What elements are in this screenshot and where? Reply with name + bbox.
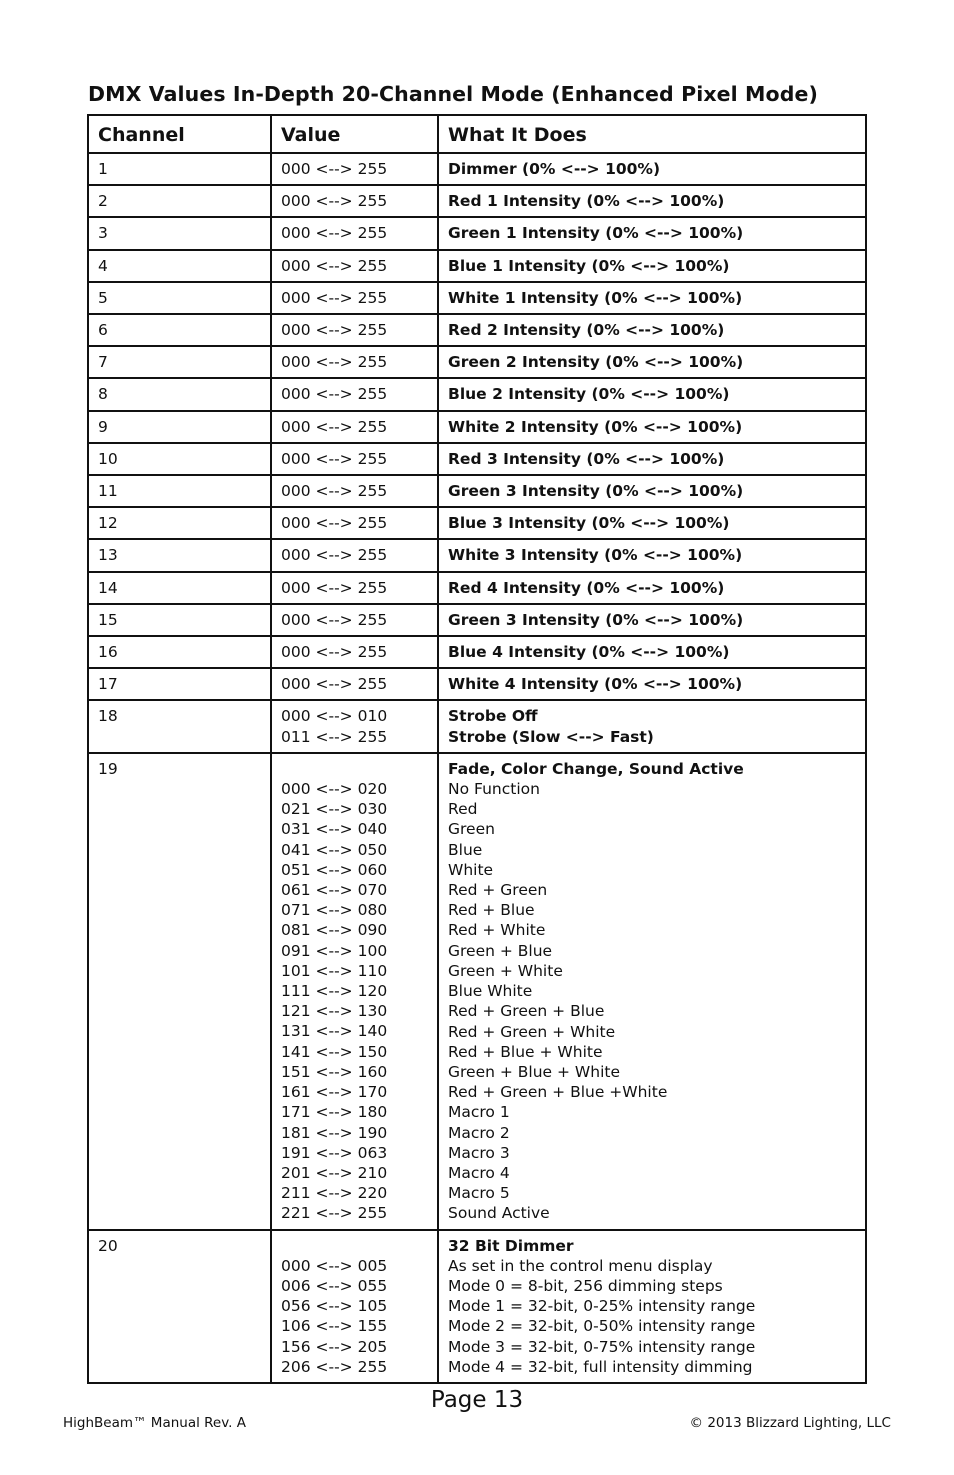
value-cell: 000 <--> 255: [271, 185, 438, 217]
table-row: [88, 282, 866, 314]
function-cell: Green 3 Intensity (0% <--> 100%): [438, 475, 866, 507]
header-what-it-does: What It Does: [438, 115, 866, 153]
function-cell: Red 1 Intensity (0% <--> 100%): [438, 185, 866, 217]
value-cell: [271, 1230, 438, 1383]
value-range: 201 <--> 210: [281, 1163, 388, 1182]
value-range: 041 <--> 050: [281, 840, 388, 859]
table-row: [88, 443, 866, 475]
table-row: [88, 411, 866, 443]
value-cell: 000 <--> 255: [271, 282, 438, 314]
value-range: 011 <--> 255: [281, 727, 388, 746]
value-cell: 000 <--> 255: [271, 572, 438, 604]
table-row: [88, 539, 866, 571]
header-channel: Channel: [88, 115, 271, 153]
function-text: Red + Green + Blue: [448, 1002, 605, 1021]
value-range: 156 <--> 205: [281, 1337, 388, 1356]
value-cell: 000 <--> 255: [271, 378, 438, 410]
value-cell: 000 <--> 255: [271, 314, 438, 346]
value-range: 021 <--> 030: [281, 800, 388, 819]
function-title: Fade, Color Change, Sound Active: [448, 759, 744, 778]
channel-cell: 1: [88, 153, 271, 185]
function-text: Macro 1: [448, 1103, 510, 1122]
table-row: [88, 378, 866, 410]
function-cell: [438, 753, 866, 1230]
channel-cell: 10: [88, 443, 271, 475]
value-cell: [271, 753, 438, 1230]
value-cell: 000 <--> 255: [271, 507, 438, 539]
function-text: Red + Green + Blue +White: [448, 1083, 668, 1102]
function-text: Mode 1 = 32-bit, 0-25% intensity range: [448, 1297, 756, 1316]
function-text: Red: [448, 800, 478, 819]
channel-cell: 15: [88, 604, 271, 636]
channel-cell: 20: [88, 1230, 271, 1383]
value-range: 161 <--> 170: [281, 1083, 388, 1102]
channel-cell: 19: [88, 753, 271, 1230]
function-cell: Blue 4 Intensity (0% <--> 100%): [438, 636, 866, 668]
function-text: Strobe Off: [448, 707, 538, 726]
footer-manual-title: HighBeam™ Manual Rev. A: [63, 1415, 246, 1431]
table-row-channel-19: [88, 753, 866, 1230]
table-row: [88, 346, 866, 378]
value-range: 101 <--> 110: [281, 961, 388, 980]
value-cell: 000 <--> 255: [271, 153, 438, 185]
value-range: 000 <--> 020: [281, 780, 388, 799]
function-text: Mode 4 = 32-bit, full intensity dimming: [448, 1357, 753, 1376]
table-row: [88, 185, 866, 217]
value-range: 106 <--> 155: [281, 1317, 388, 1336]
function-text: Red + Green: [448, 881, 548, 900]
header-value: Value: [271, 115, 438, 153]
table-row-channel-18: [88, 700, 866, 752]
function-cell: Blue 2 Intensity (0% <--> 100%): [438, 378, 866, 410]
table-row: [88, 314, 866, 346]
value-range: 031 <--> 040: [281, 820, 388, 839]
function-text: Red + Green + White: [448, 1022, 616, 1041]
function-text: Green + Blue: [448, 941, 553, 960]
function-text: Blue White: [448, 982, 533, 1001]
function-text: Green + White: [448, 961, 563, 980]
channel-cell: 4: [88, 250, 271, 282]
value-range: 221 <--> 255: [281, 1204, 388, 1223]
value-cell: 000 <--> 255: [271, 636, 438, 668]
function-text: Green + Blue + White: [448, 1062, 620, 1081]
value-range: 111 <--> 120: [281, 982, 388, 1001]
value-range: 006 <--> 055: [281, 1276, 388, 1295]
function-cell: White 3 Intensity (0% <--> 100%): [438, 539, 866, 571]
value-cell: 000 <--> 255: [271, 443, 438, 475]
channel-cell: 11: [88, 475, 271, 507]
function-text: Macro 2: [448, 1123, 510, 1142]
function-cell: Red 2 Intensity (0% <--> 100%): [438, 314, 866, 346]
function-text: Mode 2 = 32-bit, 0-50% intensity range: [448, 1317, 756, 1336]
value-range: 056 <--> 105: [281, 1297, 388, 1316]
function-cell: White 2 Intensity (0% <--> 100%): [438, 411, 866, 443]
function-cell: Blue 3 Intensity (0% <--> 100%): [438, 507, 866, 539]
channel-cell: 16: [88, 636, 271, 668]
table-header-row: [88, 115, 866, 153]
channel-cell: 3: [88, 217, 271, 249]
value-cell: 000 <--> 255: [271, 411, 438, 443]
function-text: Macro 3: [448, 1143, 510, 1162]
channel-cell: 9: [88, 411, 271, 443]
channel-cell: 5: [88, 282, 271, 314]
function-cell: White 1 Intensity (0% <--> 100%): [438, 282, 866, 314]
value-range: 206 <--> 255: [281, 1357, 388, 1376]
channel-cell: 6: [88, 314, 271, 346]
channel-cell: 12: [88, 507, 271, 539]
value-range: 191 <--> 063: [281, 1143, 388, 1162]
channel-cell: 18: [88, 700, 271, 752]
channel-cell: 13: [88, 539, 271, 571]
function-text: Strobe (Slow <--> Fast): [448, 727, 654, 746]
function-text: White: [448, 860, 494, 879]
function-cell: Red 4 Intensity (0% <--> 100%): [438, 572, 866, 604]
function-text: Red + Blue + White: [448, 1042, 603, 1061]
value-cell: 000 <--> 255: [271, 217, 438, 249]
function-title: 32 Bit Dimmer: [448, 1236, 574, 1255]
value-range: 121 <--> 130: [281, 1002, 388, 1021]
function-text: Green: [448, 820, 495, 839]
channel-cell: 14: [88, 572, 271, 604]
value-range: 141 <--> 150: [281, 1042, 388, 1061]
table-row: [88, 636, 866, 668]
function-cell: Blue 1 Intensity (0% <--> 100%): [438, 250, 866, 282]
table-row: [88, 217, 866, 249]
function-text: No Function: [448, 780, 540, 799]
function-cell: Red 3 Intensity (0% <--> 100%): [438, 443, 866, 475]
dmx-values-table: [87, 114, 867, 1384]
function-cell: Green 1 Intensity (0% <--> 100%): [438, 217, 866, 249]
value-range: 051 <--> 060: [281, 860, 388, 879]
table-row-channel-20: [88, 1230, 866, 1383]
function-text: Macro 5: [448, 1184, 510, 1203]
value-range: 211 <--> 220: [281, 1184, 388, 1203]
value-range: 061 <--> 070: [281, 881, 388, 900]
value-range: 151 <--> 160: [281, 1062, 388, 1081]
value-cell: 000 <--> 255: [271, 346, 438, 378]
channel-cell: 17: [88, 668, 271, 700]
table-heading: DMX Values In-Depth 20-Channel Mode (Enhanced Pixel Mode): [88, 82, 818, 106]
value-range: 071 <--> 080: [281, 901, 388, 920]
function-text: As set in the control menu display: [448, 1256, 713, 1275]
table-row: [88, 604, 866, 636]
table-row: [88, 668, 866, 700]
value-range: 000 <--> 010: [281, 707, 388, 726]
value-cell: 000 <--> 255: [271, 668, 438, 700]
function-cell: White 4 Intensity (0% <--> 100%): [438, 668, 866, 700]
value-range: 091 <--> 100: [281, 941, 388, 960]
value-cell: 000 <--> 255: [271, 475, 438, 507]
value-range: 081 <--> 090: [281, 921, 388, 940]
table-row: [88, 250, 866, 282]
footer-copyright: © 2013 Blizzard Lighting, LLC: [689, 1415, 891, 1431]
function-text: Red + White: [448, 921, 546, 940]
value-cell: 000 <--> 255: [271, 539, 438, 571]
value-range: 181 <--> 190: [281, 1123, 388, 1142]
channel-cell: 7: [88, 346, 271, 378]
function-text: Macro 4: [448, 1163, 510, 1182]
function-text: Mode 3 = 32-bit, 0-75% intensity range: [448, 1337, 756, 1356]
function-cell: [438, 700, 866, 752]
function-text: Red + Blue: [448, 901, 535, 920]
table-row: [88, 572, 866, 604]
table-row: [88, 475, 866, 507]
value-range: 171 <--> 180: [281, 1103, 388, 1122]
value-range: 131 <--> 140: [281, 1022, 388, 1041]
value-cell: 000 <--> 255: [271, 250, 438, 282]
function-cell: [438, 1230, 866, 1383]
table-row: [88, 153, 866, 185]
value-cell: [271, 700, 438, 752]
channel-cell: 2: [88, 185, 271, 217]
function-cell: Dimmer (0% <--> 100%): [438, 153, 866, 185]
value-range: 000 <--> 005: [281, 1256, 388, 1275]
function-text: Sound Active: [448, 1204, 550, 1223]
page-number: Page 13: [430, 1387, 524, 1413]
function-text: Mode 0 = 8-bit, 256 dimming steps: [448, 1276, 723, 1295]
value-cell: 000 <--> 255: [271, 604, 438, 636]
table-row: [88, 507, 866, 539]
function-cell: Green 3 Intensity (0% <--> 100%): [438, 604, 866, 636]
channel-cell: 8: [88, 378, 271, 410]
function-cell: Green 2 Intensity (0% <--> 100%): [438, 346, 866, 378]
function-text: Blue: [448, 840, 483, 859]
